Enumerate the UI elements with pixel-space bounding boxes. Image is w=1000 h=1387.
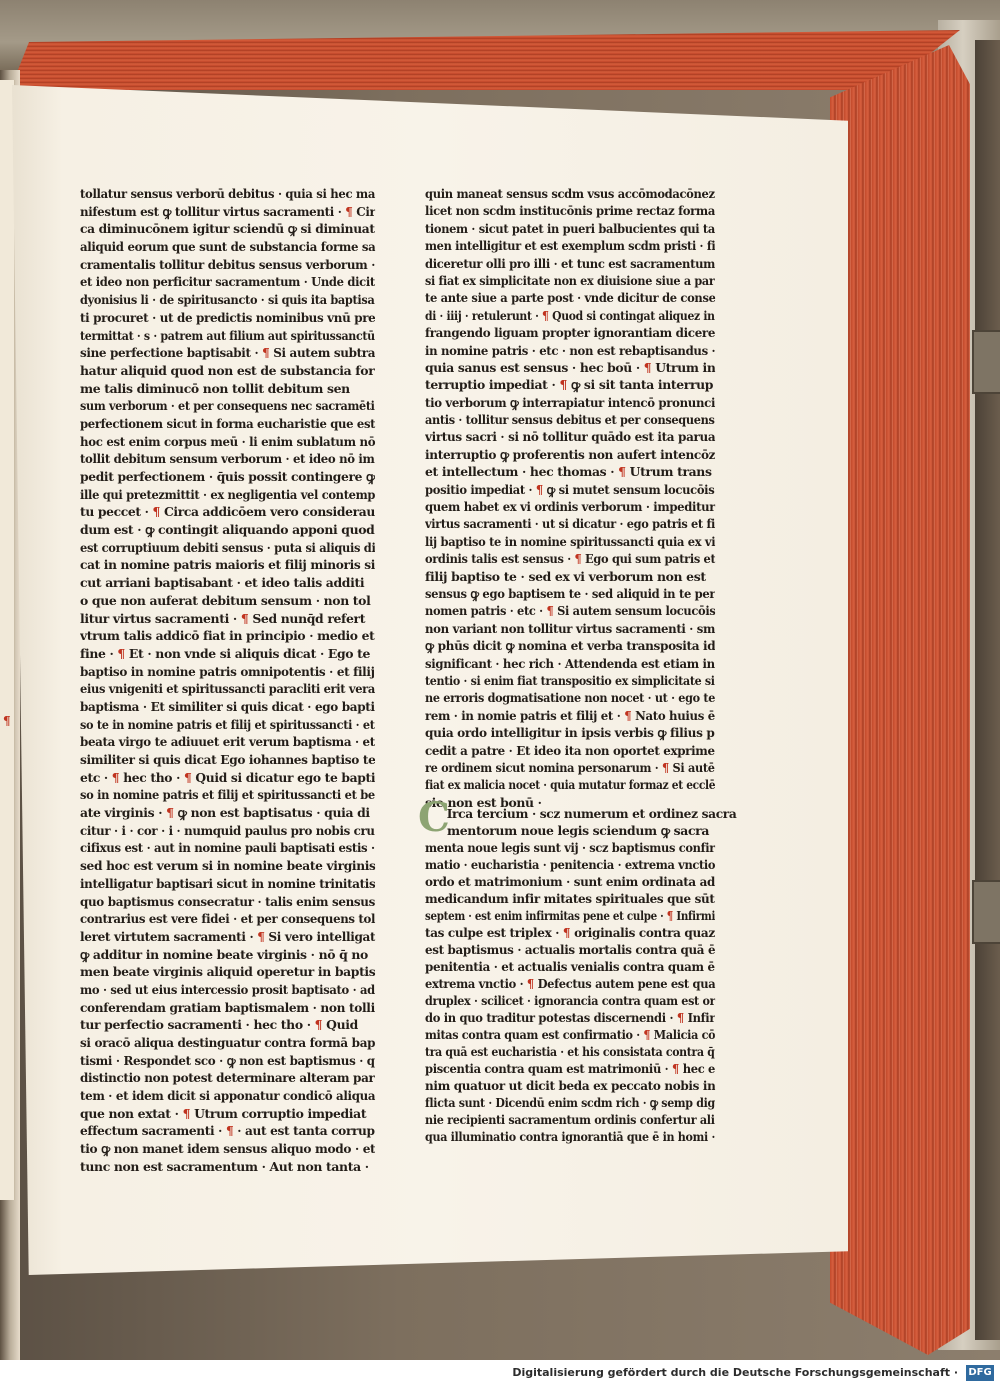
text-line: hatur aliquid quod non est de substancia for [80,362,375,378]
text-line: virtus sacramenti · ut si dicatur · ego patris et fi [425,516,716,532]
text-line: sed hoc est verum si in nomine beate virginis [80,858,376,874]
text-line: tentio · si enim fiat transpositio ex simplicitate si [425,672,715,688]
text-line: ꝙ additur in nomine beate virginis · nō q̄ no [80,946,368,962]
text-line: nifestum est ꝙ tollitur virtus sacramenti · ¶ Cir [80,203,376,219]
text-line: piscentia contra quam est matrimoniū · ¶ hec e [425,1061,716,1076]
decorated-initial: C [418,794,450,841]
text-line: cifixus est · aut in nomine pauli baptisati estis · [80,840,375,856]
text-line: men intelligitur et est exemplum scdm pristi · fi [425,238,716,254]
text-line: tismi · Respondet sco · ꝙ non est baptismus · q [80,1052,375,1068]
text-line: si oracō aliqua destinguatur contra formā bap [80,1035,375,1050]
text-line: te ante siue a parte post · vnde dicitur de conse [425,290,716,306]
text-line: perfectionem sicut in forma eucharistie que est [80,415,376,431]
text-line: aliquid eorum que sunt de substancia forme sa [80,239,376,255]
text-line: extrema vnctio · ¶ Defectus autem pene est qua [425,976,716,991]
text-line: que non extat · ¶ Utrum corruptio impediat [80,1105,367,1121]
facing-page-edge [0,80,15,1200]
text-line: virtus sacri · si nō tollitur quādo est ita parua [425,429,716,445]
text-line: et ideo non perficitur sacramentum · Unde dicit [80,274,375,290]
text-line: do in quo traditur potestas discernendi · ¶ Infir [425,1010,715,1025]
text-line: ne erroris dogmatisatione non nocet · ut · ego te [425,690,715,706]
text-line: me talis diminucō non tollit debitum sen [80,380,350,396]
text-line: quo baptismus consecratur · talis enim sensus [80,893,375,909]
text-line: ti procuret · ut de predictis nominibus vnū pre [80,309,376,325]
text-line: di · iiij · retulerunt · ¶ Quod si contingat aliquez in [425,307,715,323]
red-page-edges-side [830,45,970,1355]
text-line: tunc non est sacramentum · Aut non tanta · [80,1158,369,1174]
text-line: baptiso in nomine patris omnipotentis · et filij [80,663,375,679]
text-line: eius vnigeniti et spiritussancti paracliti erit vera [80,681,375,697]
text-line: pedit perfectionem · q̄uis possit contingere ꝙ [80,469,375,484]
text-line: ate virginis · ¶ ꝙ non est baptisatus · quia di [80,805,370,821]
text-line: non variant non tollitur virtus sacramenti · sm [425,620,716,636]
text-line: cedit a patre · Et ideo ita non oportet exprime [425,742,715,758]
text-line: tollatur sensus verborū debitus · quia si hec ma [80,186,376,201]
text-line: est corruptiuum debiti sensus · puta si aliquis di [80,539,376,555]
facing-page-rubric-mark: ¶ [3,714,11,728]
text-line: ca diminucōnem igitur sciendū ꝙ si diminuat [80,221,375,237]
text-line: flicta sunt · Dicendū enim scdm rich · ꝙ semp dig [425,1095,715,1110]
text-line: etc · ¶ hec tho · ¶ Quid si dicatur ego te bapti [80,769,375,785]
text-line: matio · eucharistia · penitencia · extrema vnctio [425,857,716,872]
right-text-column [425,185,715,811]
text-line: tio ꝙ non manet idem sensus aliquo modo · et [80,1141,376,1157]
text-line: tu peccet · ¶ Circa addicōem vero considerau [80,504,375,520]
text-line: ordinis talis est sensus · ¶ Ego qui sum patris et [425,551,716,567]
text-line: sensus ꝙ ego baptisem te · sed aliquid in te per [425,585,715,601]
text-line: dyonisius li · de spiritusancto · si quis ita baptisa [80,292,375,308]
text-line: distinctio non potest determinare alteram par [80,1070,375,1086]
digitization-footer [0,1360,1000,1387]
text-line: o que non auferat debitum sensum · non tol [80,592,371,608]
funding-credit: Digitalisierung gefördert durch die Deutsche Forschungsgemeinschaft · [512,1366,958,1379]
text-line: cut arriani baptisabant · et ideo talis additi [80,575,365,591]
text-line: medicandum infir mitates spirituales que sūt [425,891,715,906]
text-line: ille qui pretezmittit · ex negligentia vel contemp [80,486,376,502]
text-line: sie non est bonū · [425,794,542,810]
text-line: hoc est enim corpus meū · li enim sublatum nō [80,433,376,449]
text-line: fine · ¶ Et · non vnde si aliquis dicat · Ego te [80,645,371,661]
text-line: so te in nomine patris et filij et spiritussancti · et [80,716,375,732]
text-line: terruptio impediat · ¶ ꝙ si sit tanta interrup [425,377,714,393]
text-line: licet non scdm institucōnis prime rectaz forma [425,203,715,219]
text-line: leret virtutem sacramenti · ¶ Si vero intelligat [80,928,376,944]
text-line: baptisma · Et similiter si quis dicat · ego bapti [80,698,375,714]
text-line: sine perfectione baptisabit · ¶ Si autem subtra [80,345,375,361]
text-line: et intellectum · hec thomas · ¶ Utrum trans [425,464,712,480]
text-line: diceretur olli pro illi · et tunc est sacramentum [425,255,715,271]
text-line: tas culpe est triplex · ¶ originalis contra quaz [425,925,715,940]
text-line: druplex · scilicet · ignorancia contra quam est or [425,993,716,1008]
text-line: nie recipienti sacramentum ordinis confertur ali [425,1112,715,1127]
text-line: fiat ex malicia nocet · quia mutatur formaz et ecclē [425,777,716,793]
text-line: quia sanus est sensus · hec boū · ¶ Utrum in [425,359,716,375]
text-line: cramentalis tollitur debitus sensus verborum · [80,256,376,272]
text-line: litur virtus sacramenti · ¶ Sed nunq̄d refert [80,610,366,626]
text-line: termittat · s · patrem aut filium aut spiritussanctū [80,327,375,343]
binding-leather-right [975,40,1000,1340]
text-line: quin maneat sensus scdm vsus accōmodacōnez [425,186,715,201]
text-line: tio verborum ꝙ interrapiatur intencō pronunci [425,394,716,410]
text-line: si fiat ex simplicitate non ex diuisione siue a par [425,272,715,288]
text-line: ꝙ phūs dicit ꝙ nomina et verba transposita id [425,638,715,654]
text-line: qua illuminatio contra ignorantiā que ē in homi · [425,1129,715,1144]
dfg-logo: DFG [966,1365,994,1381]
text-line: quem habet ex vi ordinis verborum · impeditur [425,499,716,515]
text-line: men beate virginis aliquid operetur in baptis [80,964,376,980]
text-line: septem · est enim infirmitas pene et culpe · ¶ Infirmi [425,908,716,923]
text-line: similiter si quis dicat Ego iohannes baptiso te [80,752,376,767]
text-line: antis · tollitur sensus debitus et per consequens [425,412,715,428]
text-line: filij baptiso te · sed ex vi verborum non est [425,568,706,584]
text-line: nim quatuor ut dicit beda ex peccato nobis in [425,1078,716,1093]
text-line: positio impediat · ¶ ꝙ si mutet sensum locucōis [425,481,715,497]
text-line: cat in nomine patris maioris et filij minoris si [80,557,375,573]
text-line: interruptio ꝙ proferentis non aufert intencōz [425,446,715,462]
text-line: rem · in nomie patris et filij et · ¶ Nato huius ē [425,707,715,723]
text-line: dum est · ꝙ contingit aliquando apponi quod [80,522,375,538]
text-line: contrarius est vere fidei · et per consequens tol [80,911,376,927]
text-line: est baptismus · actualis mortalis contra quā ē [425,942,715,957]
right-text-column-section-2 [425,805,737,1145]
text-line: vtrum talis addicō fiat in principio · medio et [80,628,375,644]
text-line: mitas contra quam est confirmatio · ¶ Malicia cō [425,1027,715,1042]
text-line: tionem · sicut patet in pueri balbucientes qui ta [425,220,715,236]
text-line: sum verborum · et per consequens nec sacramēti [80,398,375,414]
text-line: effectum sacramenti · ¶ · aut est tanta corrup [80,1123,375,1139]
text-line: intelligatur baptisari sicut in nomine trinitatis [80,875,376,891]
text-line: quia ordo intelligitur in ipsis verbis ꝙ filius p [425,725,715,741]
text-line: mo · sed ut eius intercessio prosit baptisato · ad [80,981,375,997]
clasp-lower [972,880,1000,944]
text-line: tra quā est eucharistia · et his consistata contra q̄ [425,1044,715,1059]
text-line: nomen patris · etc · ¶ Si autem sensum locucōis [425,603,716,619]
text-line: lij baptiso te in nomine spiritussancti quia ex vi [425,533,716,549]
text-line: beata virgo te adiuuet erit verum baptisma · et [80,734,375,750]
text-line: significant · hec rich · Attendenda est etiam in [425,655,715,671]
text-line: frangendo liguam propter ignorantiam dicere [425,325,715,341]
text-line: Irca tercium · scz numerum et ordinez sacra [446,806,737,821]
text-line: in nomine patris · etc · non est rebaptisandus · [425,342,716,358]
text-line: citur · i · cor · i · numquid paulus pro nobis cru [80,822,375,838]
clasp-upper [972,330,1000,394]
text-line: ordo et matrimonium · sunt enim ordinata ad [425,874,715,889]
text-line: re ordinem sicut nomina personarum · ¶ Si autē [425,759,715,775]
text-line: tem · et idem dicit si apponatur condicō aliqua [80,1088,376,1104]
text-line: menta noue legis sunt vij · scz baptismus confir [425,840,715,855]
text-line: tollit debitum sensum verborum · et ideo nō im [80,451,375,467]
text-line: mentorum noue legis sciendum ꝙ sacra [447,823,710,838]
text-line: penitentia · et actualis venialis contra quam ē [425,959,715,974]
left-text-column [80,185,375,1176]
text-line: so in nomine patris et filij et spiritussancti et be [80,787,375,803]
text-line: tur perfectio sacramenti · hec tho · ¶ Quid [80,1017,358,1033]
text-line: conferendam gratiam baptismalem · non tolli [80,999,375,1015]
